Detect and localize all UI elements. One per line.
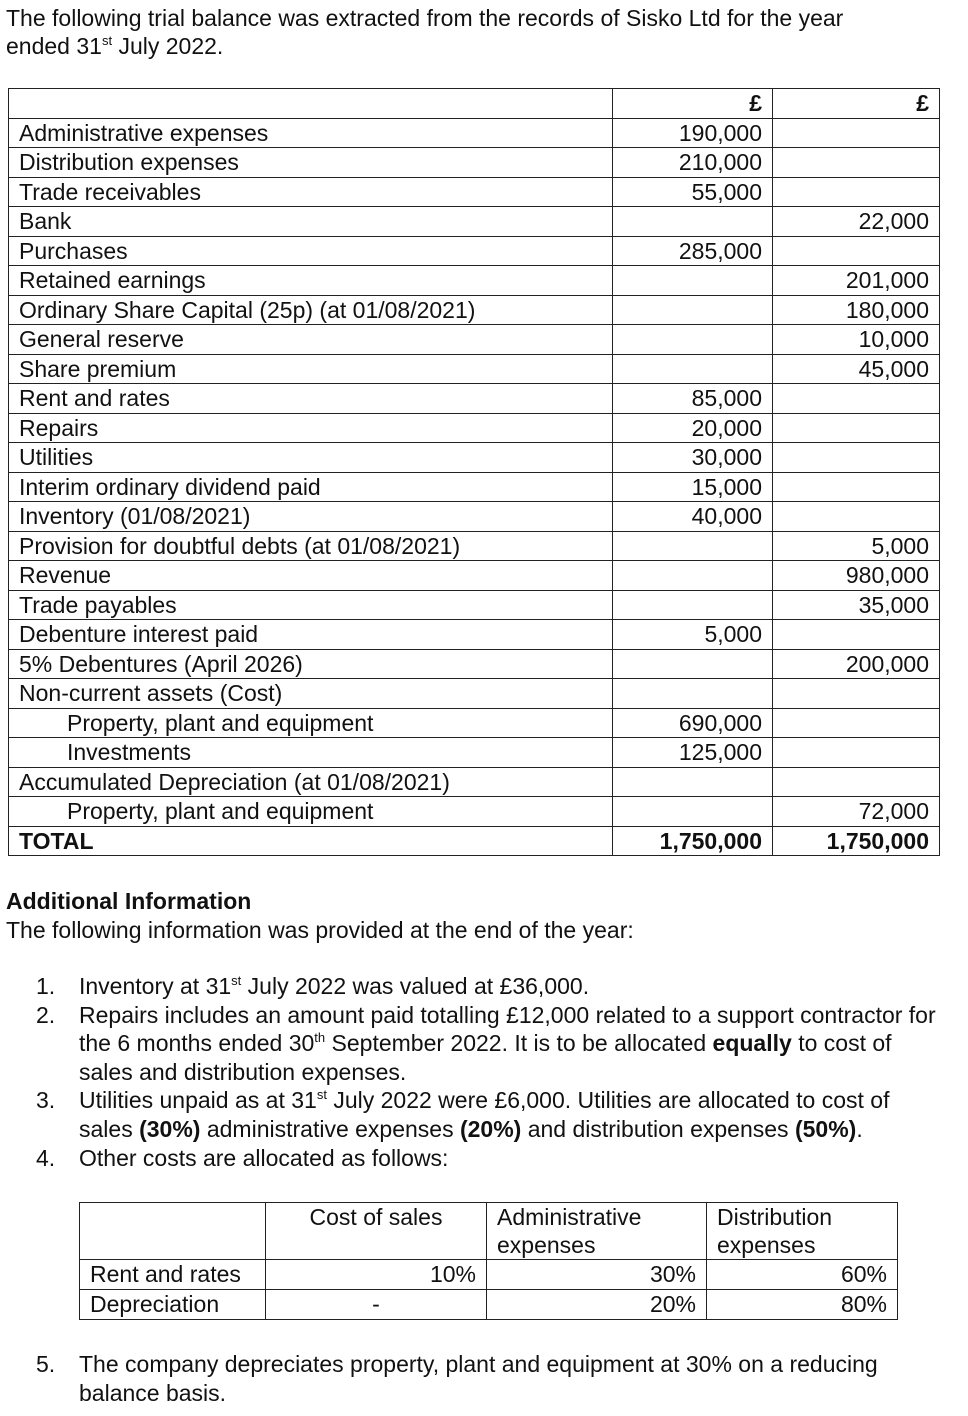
table-row xyxy=(9,295,940,325)
table-row xyxy=(9,472,940,502)
row-label: Interim ordinary dividend paid xyxy=(9,472,613,502)
row-credit: 980,000 xyxy=(773,561,940,591)
row-label: Bank xyxy=(9,207,613,237)
row-label: Utilities xyxy=(9,443,613,473)
note-2 xyxy=(36,1001,946,1087)
table-row xyxy=(9,649,940,679)
row-credit: 201,000 xyxy=(773,266,940,296)
note-text: . xyxy=(856,1115,863,1142)
intro-text: ended 31 xyxy=(6,33,102,59)
table-row xyxy=(9,148,940,178)
header-label-cell xyxy=(9,89,613,119)
intro-line-2 xyxy=(6,32,946,60)
intro-paragraph xyxy=(6,4,946,60)
row-credit xyxy=(773,177,940,207)
table-row xyxy=(9,413,940,443)
superscript: st xyxy=(101,33,113,48)
note-number: 3. xyxy=(36,1087,56,1114)
row-debit: 5,000 xyxy=(613,620,773,650)
table-row xyxy=(9,590,940,620)
row-label: Share premium xyxy=(9,354,613,384)
row-label: Debenture interest paid xyxy=(9,620,613,650)
row-credit: 45,000 xyxy=(773,354,940,384)
row-label: Trade receivables xyxy=(9,177,613,207)
table-row xyxy=(9,561,940,591)
note-number: 1. xyxy=(36,973,56,999)
row-label: Accumulated Depreciation (at 01/08/2021) xyxy=(9,767,613,797)
row-debit xyxy=(613,354,773,384)
row-debit: 20,000 xyxy=(613,413,773,443)
table-row xyxy=(9,266,940,296)
allocation-dist: 60% xyxy=(707,1260,898,1290)
note-3 xyxy=(36,1086,946,1143)
allocation-header-admin: Administrative expenses xyxy=(487,1203,707,1260)
row-label: Repairs xyxy=(9,413,613,443)
note-text: Utilities unpaid as at 31 xyxy=(79,1087,317,1114)
row-credit xyxy=(773,708,940,738)
table-row xyxy=(9,738,940,768)
table-row xyxy=(9,443,940,473)
total-row xyxy=(9,826,940,856)
row-label: Property, plant and equipment xyxy=(9,797,613,827)
row-label: Purchases xyxy=(9,236,613,266)
table-row xyxy=(9,679,940,709)
row-credit: 200,000 xyxy=(773,649,940,679)
row-debit: 85,000 xyxy=(613,384,773,414)
allocation-header-cos: Cost of sales xyxy=(266,1203,487,1260)
superscript: st xyxy=(316,1087,327,1103)
row-label: Rent and rates xyxy=(9,384,613,414)
allocation-row xyxy=(80,1290,898,1320)
row-debit: 190,000 xyxy=(613,118,773,148)
note-number: 2. xyxy=(36,1001,56,1028)
row-debit: 125,000 xyxy=(613,738,773,768)
row-credit xyxy=(773,384,940,414)
row-label: Property, plant and equipment xyxy=(9,708,613,738)
row-label: Provision for doubtful debts (at 01/08/2021) xyxy=(9,531,613,561)
allocation-header-row xyxy=(80,1203,898,1260)
row-debit xyxy=(613,649,773,679)
note-emphasis: (30%) xyxy=(139,1115,201,1142)
allocation-table xyxy=(79,1202,898,1320)
additional-subheading: The following information was provided at the end of the year: xyxy=(6,917,634,943)
table-row xyxy=(9,118,940,148)
superscript: th xyxy=(314,1030,326,1046)
row-credit xyxy=(773,767,940,797)
total-debit: 1,750,000 xyxy=(613,826,773,856)
row-debit xyxy=(613,531,773,561)
row-label: Administrative expenses xyxy=(9,118,613,148)
note-number: 4. xyxy=(36,1144,56,1171)
row-label: Ordinary Share Capital (25p) (at 01/08/2021) xyxy=(9,295,613,325)
header-debit: £ xyxy=(613,89,773,119)
notes-list xyxy=(36,972,946,1407)
note-number: 5. xyxy=(36,1351,56,1378)
row-label: 5% Debentures (April 2026) xyxy=(9,649,613,679)
allocation-admin: 30% xyxy=(487,1260,707,1290)
table-row xyxy=(9,502,940,532)
note-text: Repairs includes an amount paid totalling £12,000 related to a support contractor for the 6 months ended 30 xyxy=(79,1001,936,1057)
note-text: The company depreciates property, plant and equipment at 30% on a reducing balance basis. xyxy=(79,1351,878,1406)
table-row xyxy=(9,384,940,414)
row-debit xyxy=(613,207,773,237)
note-text: Inventory at 31 xyxy=(79,973,232,999)
row-debit: 40,000 xyxy=(613,502,773,532)
header-row xyxy=(9,89,940,119)
row-credit xyxy=(773,738,940,768)
allocation-cos: 10% xyxy=(266,1260,487,1290)
table-row xyxy=(9,325,940,355)
row-debit xyxy=(613,767,773,797)
table-row xyxy=(9,708,940,738)
row-credit xyxy=(773,502,940,532)
note-emphasis: (50%) xyxy=(794,1115,857,1142)
table-row xyxy=(9,177,940,207)
row-debit xyxy=(613,561,773,591)
allocation-label: Depreciation xyxy=(80,1290,266,1320)
row-credit: 180,000 xyxy=(773,295,940,325)
row-label: Non-current assets (Cost) xyxy=(9,679,613,709)
row-credit: 22,000 xyxy=(773,207,940,237)
table-row xyxy=(9,767,940,797)
note-text: Other costs are allocated as follows: xyxy=(79,1144,449,1171)
row-credit xyxy=(773,472,940,502)
allocation-dist: 80% xyxy=(707,1290,898,1320)
note-5 xyxy=(36,1350,946,1407)
row-label: Inventory (01/08/2021) xyxy=(9,502,613,532)
row-label: Retained earnings xyxy=(9,266,613,296)
row-credit: 10,000 xyxy=(773,325,940,355)
row-label: Distribution expenses xyxy=(9,148,613,178)
intro-text: July 2022. xyxy=(112,33,224,59)
table-row xyxy=(9,620,940,650)
row-credit: 35,000 xyxy=(773,590,940,620)
row-debit xyxy=(613,679,773,709)
note-text: to cost of sales and distribution expenses. xyxy=(79,1030,892,1085)
table-row xyxy=(9,354,940,384)
table-row xyxy=(9,531,940,561)
note-4 xyxy=(36,1144,946,1173)
row-debit: 210,000 xyxy=(613,148,773,178)
row-label: Investments xyxy=(9,738,613,768)
intro-line-1: The following trial balance was extracted from the records of Sisko Ltd for the year xyxy=(6,5,844,31)
row-credit xyxy=(773,620,940,650)
total-credit: 1,750,000 xyxy=(773,826,940,856)
row-label: Revenue xyxy=(9,561,613,591)
superscript: st xyxy=(231,973,242,988)
row-debit xyxy=(613,797,773,827)
row-debit xyxy=(613,266,773,296)
note-emphasis: equally xyxy=(712,1030,792,1057)
row-credit xyxy=(773,148,940,178)
allocation-header-dist: Distribution expenses xyxy=(707,1203,898,1260)
row-credit xyxy=(773,236,940,266)
note-emphasis: (20%) xyxy=(459,1115,522,1142)
row-debit: 30,000 xyxy=(613,443,773,473)
row-credit: 5,000 xyxy=(773,531,940,561)
note-text: July 2022 were £6,000. Utilities are allocated to cost of sales xyxy=(79,1087,890,1142)
note-text: September 2022. It is to be allocated xyxy=(325,1030,713,1057)
row-credit: 72,000 xyxy=(773,797,940,827)
row-credit xyxy=(773,413,940,443)
row-debit: 690,000 xyxy=(613,708,773,738)
row-label: General reserve xyxy=(9,325,613,355)
table-row xyxy=(9,797,940,827)
row-debit xyxy=(613,295,773,325)
note-text: administrative expenses xyxy=(200,1115,460,1142)
row-debit xyxy=(613,325,773,355)
total-label: TOTAL xyxy=(9,826,613,856)
note-1 xyxy=(36,972,946,1001)
row-debit: 55,000 xyxy=(613,177,773,207)
trial-balance-table xyxy=(8,88,940,856)
additional-information xyxy=(6,887,634,945)
note-text: and distribution expenses xyxy=(521,1115,795,1142)
table-row xyxy=(9,207,940,237)
row-credit xyxy=(773,118,940,148)
header-credit: £ xyxy=(773,89,940,119)
allocation-cos: - xyxy=(266,1290,487,1320)
row-label: Trade payables xyxy=(9,590,613,620)
additional-heading: Additional Information xyxy=(6,888,252,914)
allocation-label: Rent and rates xyxy=(80,1260,266,1290)
row-credit xyxy=(773,679,940,709)
allocation-row xyxy=(80,1260,898,1290)
row-debit: 15,000 xyxy=(613,472,773,502)
row-credit xyxy=(773,443,940,473)
allocation-admin: 20% xyxy=(487,1290,707,1320)
row-debit: 285,000 xyxy=(613,236,773,266)
note-text: July 2022 was valued at £36,000. xyxy=(241,973,590,999)
table-row xyxy=(9,236,940,266)
allocation-header-blank xyxy=(80,1203,266,1260)
row-debit xyxy=(613,590,773,620)
